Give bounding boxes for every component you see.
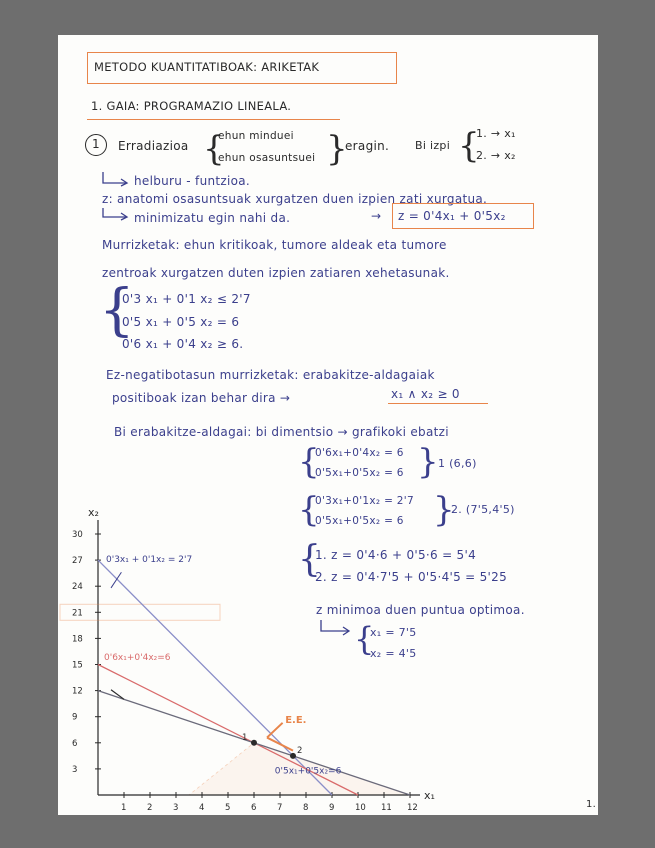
feasible-region-chart — [58, 475, 598, 815]
nonneg-line-2: positiboak izan behar dira → — [112, 391, 291, 405]
vertex-label-1: 1 — [242, 732, 248, 743]
x-tick-label: 1 — [121, 803, 127, 813]
y-tick-label: 6 — [72, 738, 78, 749]
ee-arrow — [267, 723, 293, 751]
constraint-3: 0'6 x₁ + 0'4 x₂ ≥ 6. — [122, 337, 244, 351]
constraint-line-1 — [98, 560, 332, 795]
two-vars-text: Bi erabakitze-aldagai: bi dimentsio → grafikoki ebatzi — [114, 425, 449, 439]
y-tick-label: 18 — [72, 634, 83, 645]
sys1-eq-b: 0'5x₁+0'5x₂ = 6 — [315, 467, 404, 479]
notebook-page — [58, 35, 598, 815]
eval-1: 1. z = 0'4·6 + 0'5·6 = 5'4 — [315, 548, 477, 562]
slash-mark — [111, 690, 124, 700]
left-brace-2: { — [458, 126, 480, 166]
sys2-brace-r: } — [433, 490, 455, 530]
left-brace-1: { — [203, 129, 225, 169]
y-tick-label: 24 — [72, 582, 83, 593]
problem-number: 1 — [92, 137, 100, 151]
x-tick-label: 10 — [355, 803, 366, 813]
vertex-point-1 — [251, 740, 257, 746]
y-tick-label: 21 — [72, 608, 83, 619]
constraint-1: 0'3 x₁ + 0'1 x₂ ≤ 2'7 — [122, 292, 251, 306]
helburu-arrow — [100, 171, 130, 187]
opt-x2: x₂ = 4'5 — [370, 647, 417, 660]
minimize-arrow-2: → — [371, 209, 382, 223]
helburu-text: helburu - funtzioa. — [134, 174, 251, 188]
intro-text-b: eragin. — [345, 139, 390, 153]
constraint-2: 0'5 x₁ + 0'5 x₂ = 6 — [122, 315, 240, 329]
sys1-eq-a: 0'6x₁+0'4x₂ = 6 — [315, 447, 404, 459]
sys2-result: 2. (7'5,4'5) — [451, 503, 515, 516]
vertex-point-2 — [290, 753, 296, 759]
eval-2: 2. z = 0'4·7'5 + 0'5·4'5 = 5'25 — [315, 570, 508, 584]
vertex-label-2: 2 — [297, 745, 303, 756]
objective: z = 0'4x₁ + 0'5x₂ — [398, 209, 506, 223]
x-tick-label: 9 — [329, 803, 335, 813]
page-title: METODO KUANTITATIBOAK: ARIKETAK — [94, 60, 320, 74]
sys1-brace: { — [298, 442, 320, 482]
x-tick-label: 6 — [251, 803, 257, 813]
y-tick-label: 3 — [72, 764, 78, 775]
sys2-eq-b: 0'5x₁+0'5x₂ = 6 — [315, 515, 404, 527]
y-tick-label: 27 — [72, 556, 83, 567]
murrizketak-line-2: zentroak xurgatzen duten izpien zatiaren xehetasunak. — [102, 266, 450, 280]
zmin-text: z minimoa duen puntua optimoa. — [316, 603, 525, 617]
page-number: 1. — [586, 799, 597, 810]
x-tick-label: 4 — [199, 803, 205, 813]
line-label-2: 0'6x₁+0'4x₂=6 — [104, 653, 171, 664]
x-tick-label: 12 — [407, 803, 418, 813]
minimize-text: minimizatu egin nahi da. — [134, 211, 291, 225]
y-tick-label: 15 — [72, 660, 83, 671]
cell-1: ehun minduei — [218, 130, 294, 142]
x-tick-label: 2 — [147, 803, 153, 813]
eval-brace: { — [298, 539, 321, 580]
x-tick-label: 7 — [277, 803, 283, 813]
opt-x1: x₁ = 7'5 — [370, 626, 417, 639]
line-label-3: 0'5x₁+0'5x₂=6 — [274, 766, 342, 777]
x-tick-label: 3 — [173, 803, 179, 813]
ray-2: 2. → x₂ — [476, 149, 516, 162]
x-tick-label: 11 — [381, 803, 392, 813]
line-label-1: 0'3x₁ + 0'1x₂ = 2'7 — [106, 554, 193, 565]
sys2-eq-a: 0'3x₁+0'1x₂ = 2'7 — [315, 495, 414, 507]
right-brace-1: } — [326, 129, 348, 169]
intro-text: Erradiazioa — [118, 139, 189, 153]
nonneg-underline — [388, 403, 488, 404]
opt-brace: { — [354, 620, 375, 658]
section-underline — [87, 119, 340, 120]
ee-label: E.E. — [285, 714, 307, 726]
nonneg-line-1: Ez-negatibotasun murrizketak: erabakitze-aldagaiak — [106, 368, 435, 382]
x-tick-label: 8 — [303, 803, 309, 813]
x-axis-label: x₁ — [424, 789, 435, 802]
sys2-brace: { — [298, 490, 320, 530]
sys1-brace-r: } — [417, 442, 439, 482]
y-tick-label: 30 — [72, 530, 83, 540]
constraints-brace: { — [99, 278, 135, 343]
ray-1: 1. → x₁ — [476, 127, 516, 140]
bi-izpi: Bi izpi — [415, 139, 451, 152]
highlight-21 — [60, 604, 220, 620]
y-tick-label: 12 — [72, 686, 83, 697]
murrizketak-line-1: Murrizketak: ehun kritikoak, tumore aldeak eta tumore — [102, 238, 447, 252]
section-title: 1. GAIA: PROGRAMAZIO LINEALA. — [91, 99, 292, 113]
nonneg-expression: x₁ ∧ x₂ ≥ 0 — [391, 387, 460, 401]
x-tick-label: 5 — [225, 803, 231, 813]
minimize-arrow — [100, 207, 130, 223]
y-axis-label: x₂ — [88, 506, 99, 519]
cell-2: ehun osasuntsuei — [218, 152, 316, 164]
sys1-result: 1 (6,6) — [438, 457, 477, 470]
y-tick-label: 9 — [72, 712, 78, 723]
z-description: z: anatomi osasuntsuak xurgatzen duen izpien zati xurgatua. — [102, 192, 488, 206]
